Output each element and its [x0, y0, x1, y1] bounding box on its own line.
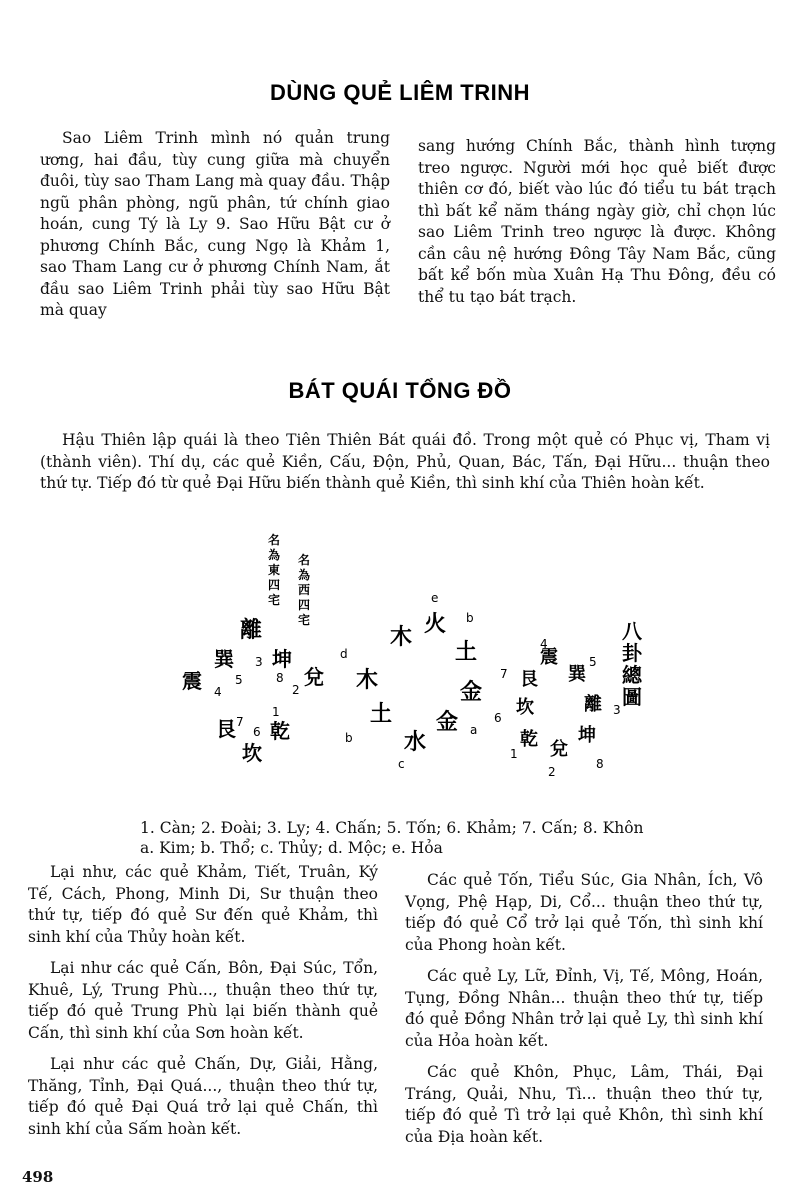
chart-title-vertical: 八卦總圖 [622, 619, 642, 709]
trigram-char: 離 [584, 694, 602, 715]
trigram-char: 艮 [520, 669, 538, 690]
intro-paragraph: Hậu Thiên lập quái là theo Tiên Thiên Bát quái đồ. Trong một quẻ có Phục vị, Tham vị (thành viên). Thí dụ, các quẻ Kiền, Cấu, Độn, Phủ, Quan, Bác, Tấn, Đại Hữu... thuận theo thứ tự. Tiếp đó từ quẻ Đại Hữu biến thành quẻ Kiền, thì sinh khí của Thiên hoàn kết. [40, 431, 770, 492]
number-label: 6 [494, 711, 502, 725]
vertical-label-west: 名為西四宅 [298, 553, 311, 627]
number-label: 7 [500, 667, 508, 681]
number-label: 7 [236, 715, 244, 729]
number-label: 3 [613, 703, 621, 717]
number-label: 8 [276, 671, 284, 685]
diagram-legend [140, 818, 700, 858]
bottom-left-column [28, 862, 378, 1140]
element-label-d: d [340, 647, 348, 661]
trigram-dui: 兌 [304, 665, 324, 689]
number-label: 6 [253, 725, 261, 739]
paragraph: sang hướng Chính Bắc, thành hình tượng treo ngược. Người mới học quẻ biết được thiên cơ đó, biết vào lúc đó tiểu tu bát trạch thì bất kể năm tháng ngày giờ, chỉ chọn lúc sao Liêm Trinh treo ngược là được. Không cần câu nệ hướng Đông Tây Nam Bắc, cũng bất kể bốn mùa Xuân Hạ Thu Đông, đều có thể tu tạo bát trạch. [418, 137, 776, 306]
trigram-gen: 艮 [216, 717, 236, 741]
paragraph-hoa: Các quẻ Ly, Lữ, Đỉnh, Vị, Tế, Mông, Hoán, Tụng, Đồng Nhân... thuận theo thứ tự, tiếp đó quẻ Đồng Nhân trở lại quẻ Ly, thì sinh khí của Hỏa hoàn kết. [405, 967, 763, 1050]
trigram-li: 離 [240, 617, 263, 643]
number-label: 5 [589, 655, 597, 669]
paragraph-thuy: Lại như, các quẻ Khảm, Tiết, Truân, Ký Tế, Cách, Phong, Minh Di, Sư thuận theo thứ tự, tiếp đó quẻ Sư đến quẻ Khảm, thì sinh khí của Thủy hoàn kết. [28, 863, 378, 946]
paragraph-sam: Lại như các quẻ Chấn, Dự, Giải, Hằng, Thăng, Tỉnh, Đại Quá..., thuận theo thứ tự, tiếp đó quẻ Đại Quá trở lại quẻ Chấn, thì sinh khí của Sấm hoàn kết. [28, 1055, 378, 1138]
number-label: 5 [235, 673, 243, 687]
legend-trigrams: 1. Càn; 2. Đoài; 3. Ly; 4. Chấn; 5. Tốn; 6. Khảm; 7. Cấn; 8. Khôn [140, 819, 644, 837]
paragraph: Sao Liêm Trinh mình nó quản trung ương, hai đầu, tùy cung giữa mà chuyển đuôi, tùy sao Tham Lang mà quay đầu. Thập ngũ phân phòng, ngũ phân, tứ chính giao hoán, cung Tý là Ly 9. Sao Hữu Bật cư ở phương Chính Bắc, cung Ngọ là Khảm 1, sao Tham Lang cư ở phương Chính Nam, ắt đầu sao Liêm Trinh phải tùy sao Hữu Bật mà quay [40, 129, 390, 319]
paragraph-dia: Các quẻ Khôn, Phục, Lâm, Thái, Đại Tráng, Quải, Nhu, Tì... thuận theo thứ tự, tiếp đó quẻ Tì trở lại quẻ Khôn, thì sinh khí của Địa hoàn kết. [405, 1063, 763, 1146]
page-number: 498 [22, 1168, 54, 1186]
number-label: 4 [540, 637, 548, 651]
paragraph-son: Lại như các quẻ Cấn, Bôn, Đại Súc, Tổn, Khuê, Lý, Trung Phù..., thuận theo thứ tự, tiếp đó quẻ Trung Phù lại biến thành quẻ Cấn, thì sinh khí của Sơn hoàn kết. [28, 959, 378, 1042]
element-label-b: b [345, 731, 353, 745]
bottom-right-column [405, 870, 763, 1148]
trigram-xun: 巽 [214, 647, 234, 671]
element-label-a: a [470, 723, 478, 737]
left-column-text [40, 128, 390, 322]
paragraph-phong: Các quẻ Tốn, Tiểu Súc, Gia Nhân, Ích, Vô Vọng, Phệ Hạp, Di, Cổ... thuận theo thứ tự, tiếp đó quẻ Cổ trở lại quẻ Tốn, thì sinh khí của Phong hoàn kết. [405, 871, 763, 954]
number-label: 3 [255, 655, 263, 669]
element-label-e: e [431, 591, 439, 605]
number-label: 2 [292, 683, 300, 697]
section-title-bat-quai: BÁT QUÁI TỔNG ĐỒ [288, 378, 512, 403]
trigram-char: 坎 [516, 697, 534, 718]
number-label: 8 [596, 757, 604, 771]
number-label: 2 [548, 765, 556, 779]
number-label: 1 [510, 747, 518, 761]
number-label: 4 [214, 685, 222, 699]
trigram-kan: 坎 [242, 741, 262, 765]
trigram-kun: 坤 [272, 647, 292, 671]
element-label-c: c [398, 757, 405, 771]
vertical-label-east: 名為東四宅 [268, 533, 281, 607]
trigram-char: 坤 [578, 725, 596, 746]
trigram-char: 巽 [568, 664, 586, 685]
section-title-liem-trinh: DÙNG QUẺ LIÊM TRINH [269, 80, 531, 105]
trigram-char: 兌 [550, 739, 568, 760]
trigram-char: 震 [540, 647, 558, 668]
number-label: 1 [272, 705, 280, 719]
element-label-b: b [466, 611, 474, 625]
trigram-char: 乾 [520, 729, 538, 750]
trigram-zhen: 震 [182, 669, 202, 693]
legend-elements: a. Kim; b. Thổ; c. Thủy; d. Mộc; e. Hỏa [140, 839, 443, 857]
trigram-qian: 乾 [270, 719, 290, 743]
bagua-diagram: 名為東四宅 名為西四宅 離 巽 震 坤 兌 艮 坎 乾 3 5 4 8 2 7 6 1 木 火 土 金 金 水 土 木 e b d a b c 八卦總圖 震 巽 離 坤 兌 乾 坎 艮 4 5 7 3 6 1 2 8 [182, 533, 642, 779]
right-column-text [418, 136, 776, 308]
